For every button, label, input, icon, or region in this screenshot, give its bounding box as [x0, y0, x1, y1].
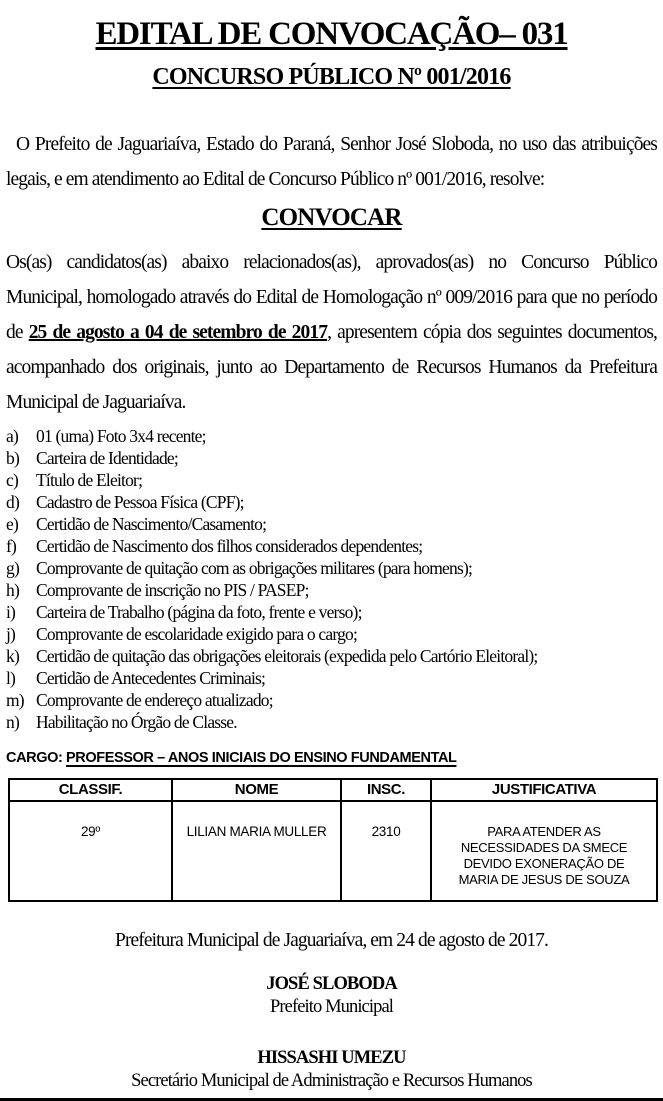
convocation-period: 25 de agosto a 04 de setembro de 2017: [28, 322, 328, 343]
list-item: [6, 425, 657, 447]
cell-classif: 29º: [9, 801, 172, 901]
list-item: [6, 535, 657, 557]
list-item-text: Comprovante de endereço atualizado;: [36, 690, 273, 710]
list-item-marker: h): [6, 580, 19, 600]
list-item: [6, 645, 657, 667]
document-subtitle: CONCURSO PÚBLICO Nº 001/2016: [152, 64, 511, 90]
candidates-table: [8, 778, 658, 902]
list-item-marker: f): [6, 536, 17, 556]
signature-name: JOSÉ SLOBODA: [266, 974, 397, 994]
cargo-value: PROFESSOR – ANOS INICIAIS DO ENSINO FUNDAMENTAL: [66, 750, 457, 766]
cell-justificativa: PARA ATENDER AS NECESSIDADES DA SMECE DEVIDO EXONERAÇÃO DE MARIA DE JESUS DE SOUZA: [431, 801, 657, 901]
list-item-text: 01 (uma) Foto 3x4 recente;: [36, 426, 206, 446]
list-item-marker: n): [6, 712, 19, 732]
list-item: [6, 447, 657, 469]
list-item-marker: a): [6, 426, 18, 446]
date-line: Prefeitura Municipal de Jaguariaíva, em 24 de agosto de 2017.: [115, 930, 548, 951]
body-text-after: , apresentem cópia dos seguintes documentos, acompanhado dos originais, junto ao Departamento de Recursos Humanos da Prefeitura Municipal de Jaguariaíva.: [6, 322, 657, 413]
table-header-classif: CLASSIF.: [9, 779, 172, 801]
list-item-text: Certidão de Antecedentes Criminais;: [36, 668, 266, 688]
list-item-text: Carteira de Trabalho (página da foto, frente e verso);: [36, 602, 362, 622]
signature-role: Secretário Municipal de Administração e Recursos Humanos: [131, 1071, 532, 1091]
list-item-text: Comprovante de escolaridade exigido para o cargo;: [36, 624, 358, 644]
list-item-marker: j): [6, 624, 16, 644]
list-item: [6, 623, 657, 645]
convocar-heading: CONVOCAR: [261, 204, 402, 231]
document-title: EDITAL DE CONVOCAÇÃO– 031: [95, 16, 568, 52]
list-item-marker: l): [6, 668, 16, 688]
signature-block-secretary: [0, 1047, 663, 1093]
table-header-insc: INSC.: [341, 779, 431, 801]
list-item: [6, 513, 657, 535]
body-text-before: Os(as) candidatos(as) abaixo relacionados(as), aprovados(as) no Concurso Público Municipal, homologado através do Edital de Homologação nº 009/2016 para que no período de: [6, 252, 657, 343]
list-item-marker: c): [6, 470, 18, 490]
signature-block-mayor: [0, 973, 663, 1019]
list-item-marker: g): [6, 558, 19, 578]
table-row: [9, 801, 657, 901]
list-item: [6, 557, 657, 579]
list-item: [6, 579, 657, 601]
cargo-label: CARGO:: [6, 750, 67, 766]
body-paragraph: [6, 245, 657, 420]
cell-nome: LILIAN MARIA MULLER: [172, 801, 341, 901]
list-item-marker: d): [6, 492, 19, 512]
list-item: [6, 469, 657, 491]
list-item: [6, 491, 657, 513]
table-header-nome: NOME: [172, 779, 341, 801]
list-item-marker: m): [6, 690, 24, 710]
table-header-row: [9, 779, 657, 801]
list-item: [6, 601, 657, 623]
list-item-text: Certidão de quitação das obrigações eleitorais (expedida pelo Cartório Eleitoral);: [36, 646, 538, 666]
list-item-text: Título de Eleitor;: [36, 470, 143, 490]
list-item-marker: k): [6, 646, 19, 666]
list-item-text: Habilitação no Órgão de Classe.: [36, 712, 237, 732]
list-item-text: Certidão de Nascimento dos filhos considerados dependentes;: [36, 536, 423, 556]
list-item: [6, 667, 657, 689]
table-header-justificativa: JUSTIFICATIVA: [431, 779, 657, 801]
list-item-text: Carteira de Identidade;: [36, 448, 178, 468]
list-item: [6, 689, 657, 711]
intro-paragraph: O Prefeito de Jaguariaíva, Estado do Paraná, Senhor José Sloboda, no uso das atribuições legais, e em atendimento ao Edital de Concurso Público nº 001/2016, resolve:: [6, 134, 657, 190]
list-item-text: Certidão de Nascimento/Casamento;: [36, 514, 267, 534]
signature-name: HISSASHI UMEZU: [257, 1048, 406, 1068]
list-item-marker: e): [6, 514, 18, 534]
cell-insc: 2310: [341, 801, 431, 901]
list-item-text: Comprovante de quitação com as obrigações militares (para homens);: [36, 558, 473, 578]
list-item-marker: b): [6, 448, 19, 468]
document-checklist: [6, 425, 657, 733]
list-item-text: Cadastro de Pessoa Física (CPF);: [36, 492, 244, 512]
cargo-line: [6, 750, 657, 766]
signature-role: Prefeito Municipal: [269, 997, 394, 1017]
list-item-text: Comprovante de inscrição no PIS / PASEP;: [36, 580, 309, 600]
list-item-marker: i): [6, 602, 16, 622]
list-item: [6, 711, 657, 733]
